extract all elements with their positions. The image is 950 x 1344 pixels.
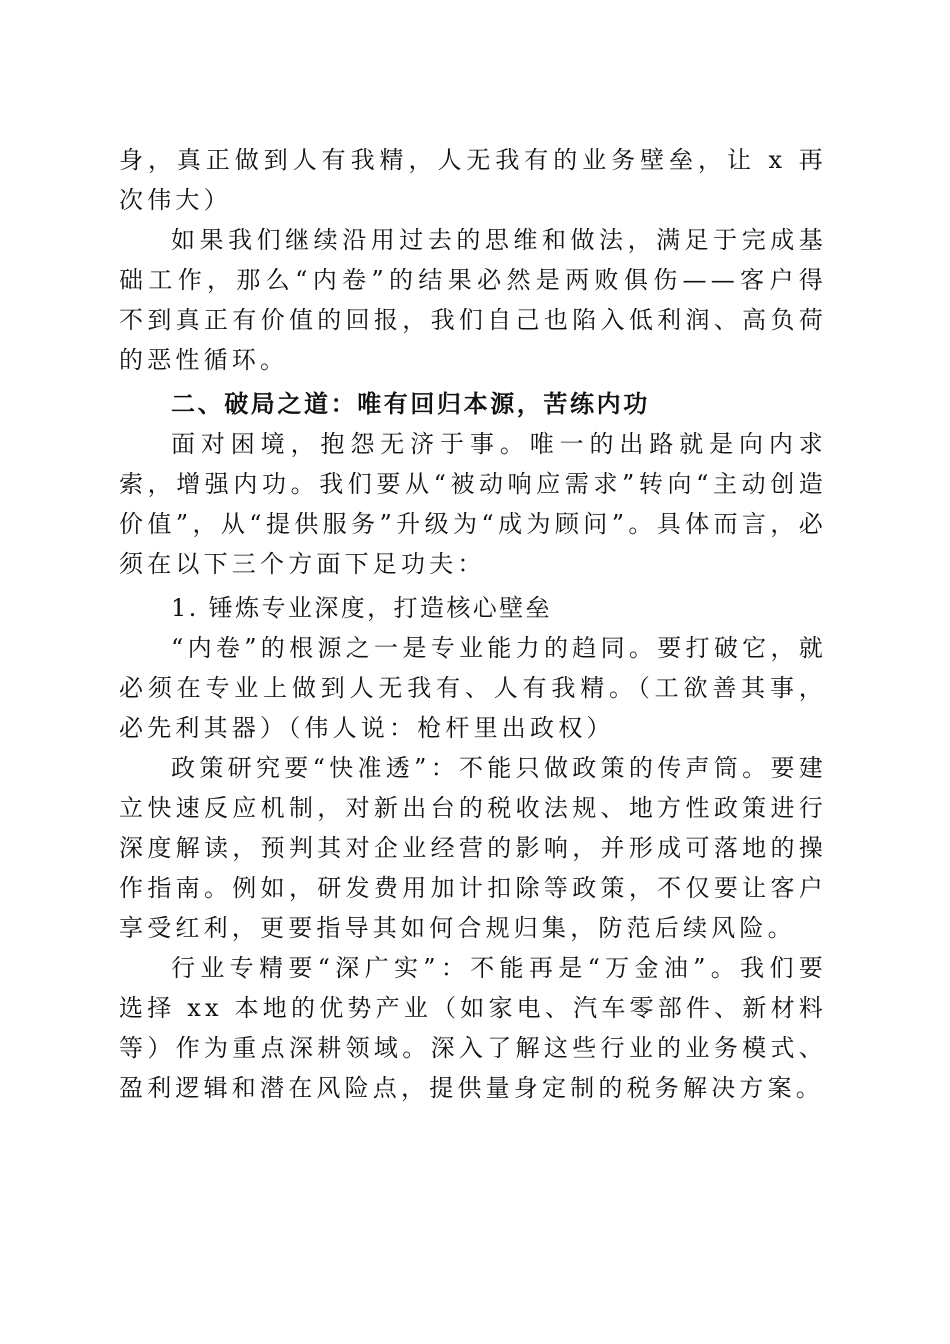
paragraph-root-cause: “内卷”的根源之一是专业能力的趋同。要打破它，就必须在专业上做到人无我有、人有我精。（工欲善其事，必先利其器）（伟人说：枪杆里出政权）: [119, 634, 827, 742]
subheading-professional-depth: 1. 锤炼专业深度，打造核心壁垒: [171, 594, 552, 622]
paragraph-industry-expertise: 行业专精要“深广实”：不能再是“万金油”。我们要选择 xx 本地的优势产业（如家电、汽车零部件、新材料等）作为重点深耕领域。深入了解这些行业的业务模式、盈利逻辑和潜在风险点，提供量身定制的税务解决方案。: [119, 954, 827, 1102]
document-page: [119, 140, 827, 1108]
section-heading-breakthrough: 二、破局之道：唯有回归本源，苦练内功: [171, 390, 650, 418]
paragraph-continuation: 身，真正做到人有我精，人无我有的业务壁垒，让 x 再次伟大）: [119, 146, 827, 214]
paragraph-facing-difficulty: 面对困境，抱怨无济于事。唯一的出路就是向内求索，增强内功。我们要从“被动响应需求”转向“主动创造价值”，从“提供服务”升级为“成为顾问”。具体而言，必须在以下三个方面下足功夫：: [119, 430, 827, 578]
paragraph-involution-result: 如果我们继续沿用过去的思维和做法，满足于完成基础工作，那么“内卷”的结果必然是两败俱伤——客户得不到真正有价值的回报，我们自己也陷入低利润、高负荷的恶性循环。: [119, 226, 827, 374]
paragraph-policy-research: 政策研究要“快准透”：不能只做政策的传声筒。要建立快速反应机制，对新出台的税收法规、地方性政策进行深度解读，预判其对企业经营的影响，并形成可落地的操作指南。例如，研发费用加计扣除等政策，不仅要让客户享受红利，更要指导其如何合规归集，防范后续风险。: [119, 754, 827, 942]
